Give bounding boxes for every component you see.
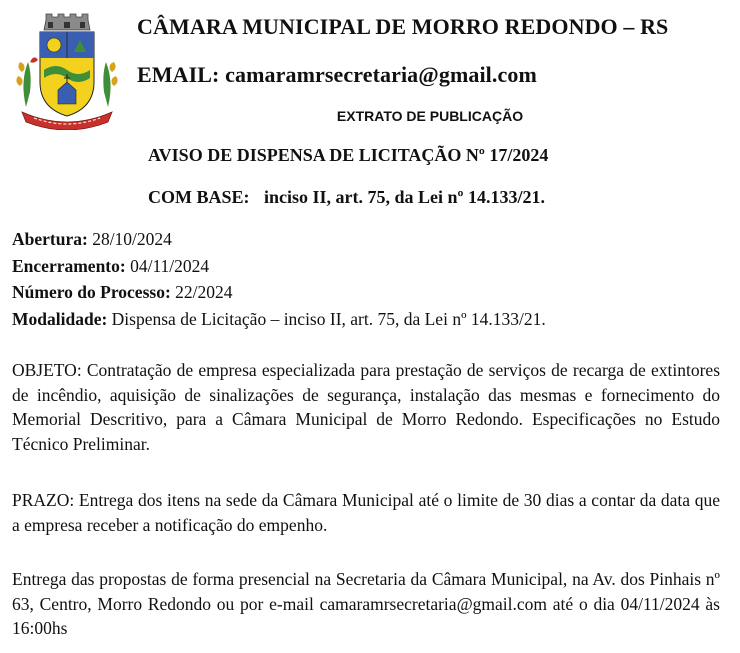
legal-basis-value: inciso II, art. 75, da Lei nº 14.133/21.	[264, 187, 545, 207]
aviso-heading: AVISO DE DISPENSA DE LICITAÇÃO Nº 17/2024	[148, 145, 549, 165]
field-modalidade	[12, 306, 546, 333]
field-numero-processo	[12, 279, 546, 306]
field-label: Abertura:	[12, 229, 88, 249]
shield-icon	[40, 32, 94, 116]
legal-basis-label: COM BASE:	[148, 187, 250, 207]
paragraph-prazo: PRAZO: Entrega dos itens na sede da Câmara Municipal até o limite de 30 dias a contar da data que a empresa receber a notificação do empenho.	[12, 490, 720, 535]
legal-basis	[148, 187, 545, 208]
field-label: Modalidade:	[12, 308, 108, 329]
field-abertura	[12, 226, 546, 253]
paragraph-entrega: Entrega das propostas de forma presencial na Secretaria da Câmara Municipal, na Av. dos Pinhais nº 63, Centro, Morro Redondo ou por e-mail camaramrsecretaria@gmail.com até o dia 04/11/2024 às 16:00hs	[12, 569, 720, 638]
email-label: EMAIL:	[137, 62, 220, 87]
field-value: 28/10/2024	[92, 229, 172, 249]
field-value: Dispensa de Licitação – inciso II, art. 75, da Lei nº 14.133/21.	[111, 308, 546, 329]
laurel-right-icon	[103, 62, 117, 107]
field-label: Encerramento:	[12, 255, 126, 276]
email-line	[137, 62, 537, 88]
extrato-heading: EXTRATO DE PUBLICAÇÃO	[336, 108, 524, 124]
paragraph-objeto: OBJETO: Contratação de empresa especializada para prestação de serviços de recarga de extintores de incêndio, aquisição de sinalizações de segurança, instalação das mesmas e fornecimento do Memorial Descritivo, para a Câmara Municipal de Morro Redondo. Especificações no Estudo Técnico Preliminar.	[12, 360, 720, 454]
email-address: camaramrsecretaria@gmail.com	[225, 62, 537, 87]
field-encerramento	[12, 253, 546, 280]
laurel-left-icon	[16, 57, 38, 107]
field-label: Número do Processo:	[12, 282, 171, 302]
chamber-title: CÂMARA MUNICIPAL DE MORRO REDONDO – RS	[137, 14, 669, 39]
notice-fields	[12, 226, 546, 332]
field-value: 22/2024	[175, 282, 233, 302]
field-value: 04/11/2024	[130, 255, 210, 276]
mural-crown-icon	[44, 14, 90, 30]
